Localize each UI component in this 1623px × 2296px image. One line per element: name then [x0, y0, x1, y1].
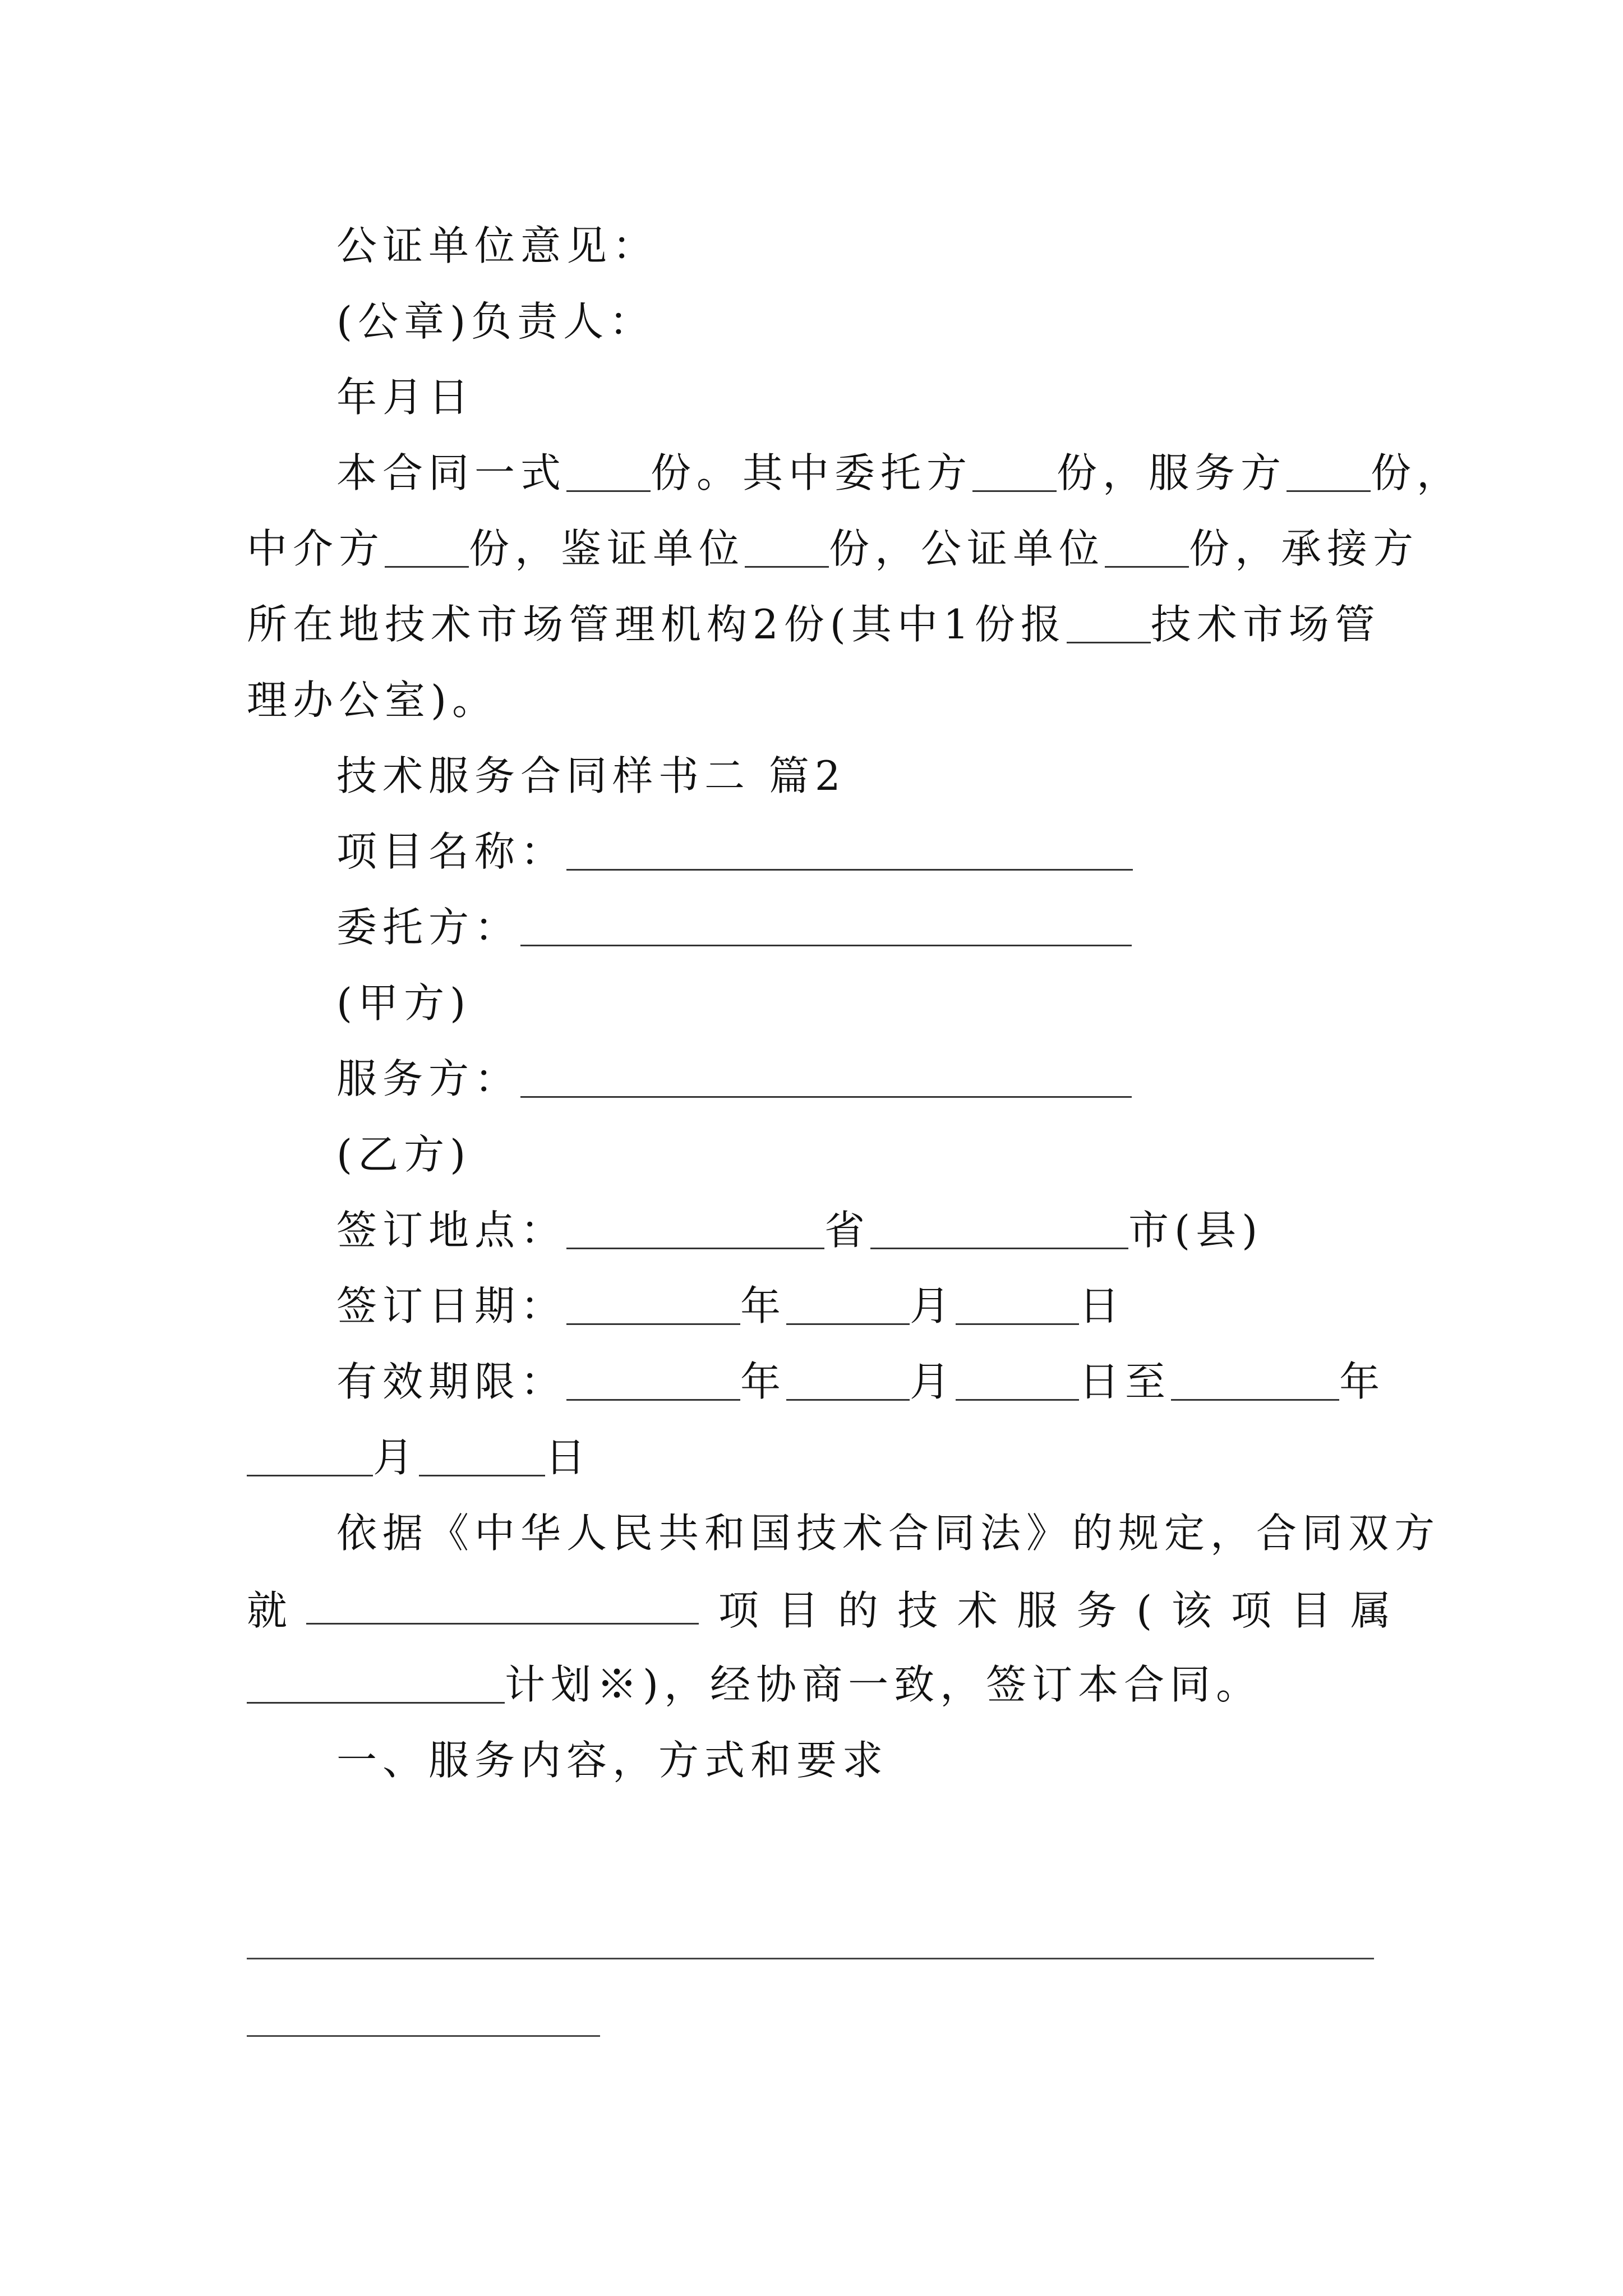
copies-line-2: 中介方 份，鉴证单位 份，公证单位 份，承接方: [247, 525, 1419, 572]
signing-date-field: 签订日期： 年 月 日: [336, 1282, 1126, 1329]
legal-basis-line-3: 计划※)，经协商一致，签订本合同。: [247, 1660, 1391, 1709]
blank: [247, 1436, 373, 1476]
notary-opinion-line: 公证单位意见：: [336, 222, 659, 269]
blank: [956, 1360, 1079, 1400]
date-line: 年月日: [336, 374, 475, 421]
legal-basis-line-2: 就 项 目 的 技 术 服 务 ( 该 项 目 属: [247, 1585, 1391, 1635]
party-b-label: (乙方): [336, 1131, 472, 1178]
legal-basis-line-1: 依据《中华人民共和国技术合同法》的规定，合同双方: [336, 1510, 1441, 1557]
fill-in-rule: [247, 2035, 600, 2037]
section-one-heading: 一、服务内容，方式和要求: [336, 1737, 889, 1784]
blank: [566, 1285, 740, 1324]
blank: [870, 1209, 1128, 1249]
blank: [786, 1360, 910, 1400]
party-a-label: (甲方): [336, 979, 472, 1027]
blank: [566, 1360, 740, 1400]
blank: [1287, 452, 1371, 491]
blank: [956, 1285, 1079, 1324]
section-heading: 技术服务合同样书二 篇2: [336, 752, 846, 799]
copies-line-4: 理办公室)。: [247, 677, 499, 724]
copies-line-3: 所在地技术市场管理机构2份(其中1份报 技术市场管: [247, 601, 1381, 648]
fill-in-rule: [247, 1958, 1374, 1959]
blank: [385, 527, 469, 567]
blank: [566, 1209, 824, 1249]
validity-period-cont: 月 日: [247, 1433, 1391, 1481]
blank: [1171, 1360, 1339, 1400]
signing-place-field: 签订地点： 省 市(县): [336, 1207, 1264, 1254]
blank: [1105, 527, 1189, 567]
blank: [520, 906, 1132, 946]
blank: [419, 1436, 545, 1476]
blank: [786, 1285, 910, 1324]
project-name-field: 项目名称：: [336, 827, 1391, 876]
seal-responsible-line: (公章)负责人：: [336, 298, 656, 345]
blank: [520, 1057, 1132, 1097]
validity-period-field: 有效期限： 年 月 日至 年: [336, 1358, 1386, 1405]
blank: [566, 452, 651, 491]
blank: [972, 452, 1057, 491]
blank: [1067, 603, 1151, 643]
blank: [247, 1663, 505, 1703]
blank: [306, 1585, 699, 1625]
provider-field: 服务方：: [336, 1055, 1391, 1103]
client-field: 委托方：: [336, 903, 1391, 951]
blank: [566, 830, 1133, 870]
blank: [745, 527, 829, 567]
copies-line-1: 本合同一式 份。其中委托方 份，服务方 份，: [336, 449, 1463, 496]
